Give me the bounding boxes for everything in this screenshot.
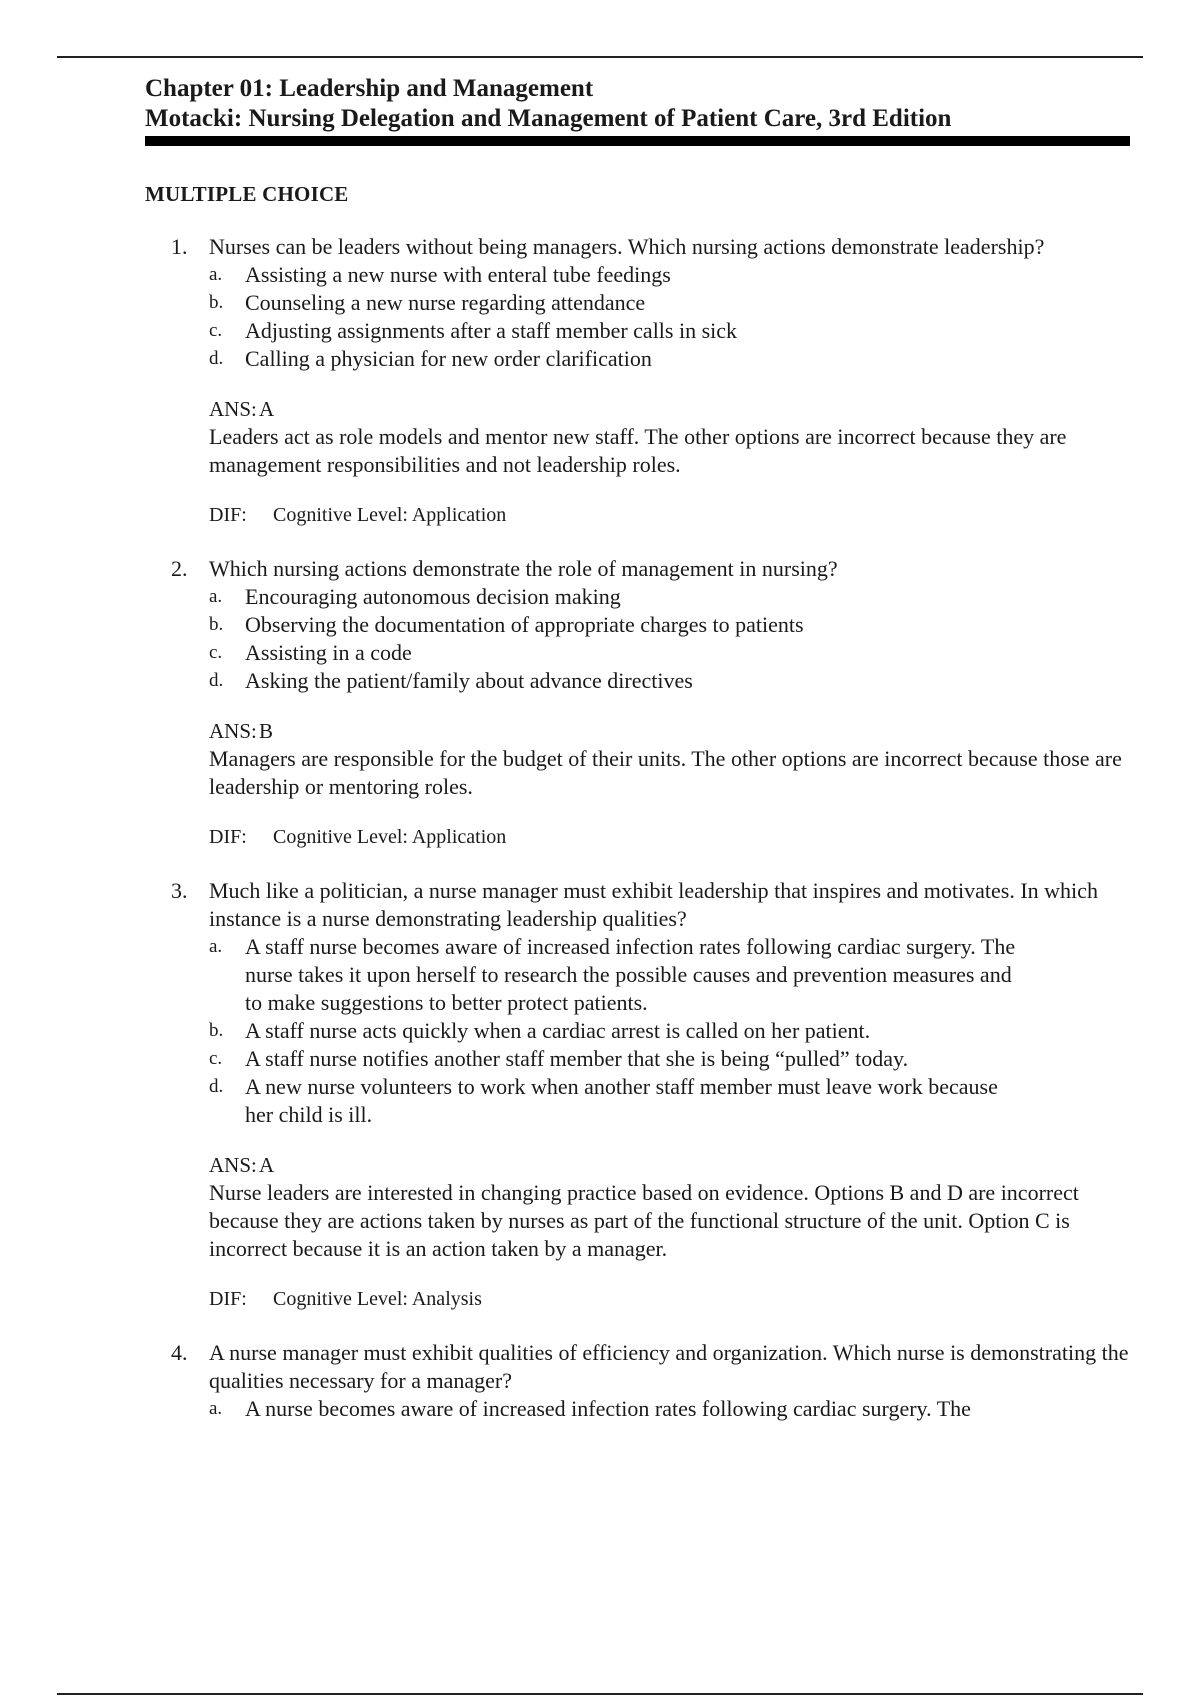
answer-value: B: [259, 719, 274, 743]
section-title: MULTIPLE CHOICE: [145, 182, 349, 206]
answer-value: A: [259, 397, 275, 421]
option-b: [209, 611, 1030, 639]
answer-line: [209, 1151, 1130, 1179]
question-text: Which nursing actions demonstrate the role of management in nursing?: [209, 556, 838, 581]
difficulty-line: [209, 1285, 1130, 1313]
option-text: Assisting a new nurse with enteral tube feedings: [245, 262, 671, 287]
option-letter: c.: [209, 320, 223, 341]
difficulty-label: DIF:: [209, 504, 247, 526]
option-letter: d.: [209, 348, 224, 369]
option-text: Encouraging autonomous decision making: [245, 584, 621, 609]
difficulty-line: [209, 501, 1130, 529]
option-a: [209, 933, 1030, 1017]
option-text: Calling a physician for new order clarification: [245, 346, 652, 371]
question-4: [145, 1339, 1130, 1423]
option-d: [209, 1073, 1030, 1129]
header-rule: [145, 136, 1130, 146]
question-3: [145, 877, 1130, 1313]
option-c: [209, 639, 1030, 667]
answer-label: ANS:: [209, 719, 257, 743]
option-text: A nurse becomes aware of increased infection rates following cardiac surgery. The: [245, 1396, 971, 1421]
question-text: Nurses can be leaders without being managers. Which nursing actions demonstrate leadership?: [209, 234, 1045, 259]
question-number: 1.: [171, 234, 188, 259]
option-d: [209, 345, 1030, 373]
option-letter: d.: [209, 1076, 224, 1097]
question-number: 3.: [171, 878, 188, 903]
option-letter: a.: [209, 586, 223, 607]
option-text: Asking the patient/family about advance directives: [245, 668, 693, 693]
option-letter: b.: [209, 1020, 224, 1041]
difficulty-label: DIF:: [209, 826, 247, 848]
option-letter: a.: [209, 264, 223, 285]
rationale: Nurse leaders are interested in changing practice based on evidence. Options B and D are incorrect because they are actions taken by nurses as part of the functional structure of the unit. Option C is incorrect because it is an action taken by a manager.: [209, 1180, 1079, 1261]
option-b: [209, 1017, 1030, 1045]
option-a: [209, 261, 1030, 289]
document-body: [145, 74, 1130, 1449]
answer-line: [209, 717, 1130, 745]
option-text: A staff nurse becomes aware of increased infection rates following cardiac surgery. The nurse takes it upon herself to research the possible causes and prevention measures and to make suggestions to better protect patients.: [245, 934, 1016, 1015]
option-d: [209, 667, 1030, 695]
option-letter: b.: [209, 292, 224, 313]
option-text: A staff nurse acts quickly when a cardiac arrest is called on her patient.: [245, 1018, 871, 1043]
option-letter: c.: [209, 1048, 223, 1069]
difficulty-line: [209, 823, 1130, 851]
option-letter: c.: [209, 642, 223, 663]
option-text: Observing the documentation of appropriate charges to patients: [245, 612, 804, 637]
rationale: Managers are responsible for the budget of their units. The other options are incorrect because those are leadership or mentoring roles.: [209, 746, 1122, 799]
difficulty-value: Cognitive Level: Application: [273, 504, 507, 526]
answer-options: [209, 933, 1130, 1129]
answer-label: ANS:: [209, 1153, 257, 1177]
question-number: 2.: [171, 556, 188, 581]
option-text: Assisting in a code: [245, 640, 412, 665]
difficulty-value: Cognitive Level: Application: [273, 826, 507, 848]
option-letter: a.: [209, 1398, 223, 1419]
difficulty-label: DIF:: [209, 1288, 247, 1310]
option-b: [209, 289, 1030, 317]
question-text: A nurse manager must exhibit qualities of efficiency and organization. Which nurse is demonstrating the qualities necessary for a manager?: [209, 1340, 1129, 1393]
option-text: A new nurse volunteers to work when another staff member must leave work because her child is ill.: [245, 1074, 998, 1127]
option-letter: b.: [209, 614, 224, 635]
difficulty-value: Cognitive Level: Analysis: [273, 1288, 482, 1310]
option-text: A staff nurse notifies another staff member that she is being “pulled” today.: [245, 1046, 909, 1071]
book-subtitle: Motacki: Nursing Delegation and Management of Patient Care, 3rd Edition: [145, 105, 952, 132]
option-letter: a.: [209, 936, 223, 957]
top-rule: [57, 56, 1143, 58]
answer-line: [209, 395, 1130, 423]
question-1: [145, 233, 1130, 529]
option-letter: d.: [209, 670, 224, 691]
answer-options: [209, 261, 1130, 373]
question-2: [145, 555, 1130, 851]
option-a: [209, 583, 1030, 611]
question-text: Much like a politician, a nurse manager must exhibit leadership that inspires and motivates. In which instance is a nurse demonstrating leadership qualities?: [209, 878, 1098, 931]
answer-value: A: [259, 1153, 275, 1177]
option-c: [209, 317, 1030, 345]
option-a: [209, 1395, 1030, 1423]
question-number: 4.: [171, 1340, 188, 1365]
chapter-title: Chapter 01: Leadership and Management: [145, 75, 594, 102]
answer-options: [209, 1395, 1130, 1423]
bottom-rule: [57, 1693, 1143, 1695]
option-c: [209, 1045, 1030, 1073]
answer-label: ANS:: [209, 397, 257, 421]
option-text: Adjusting assignments after a staff member calls in sick: [245, 318, 738, 343]
rationale: Leaders act as role models and mentor new staff. The other options are incorrect because they are management responsibilities and not leadership roles.: [209, 424, 1067, 477]
answer-options: [209, 583, 1130, 695]
option-text: Counseling a new nurse regarding attendance: [245, 290, 646, 315]
